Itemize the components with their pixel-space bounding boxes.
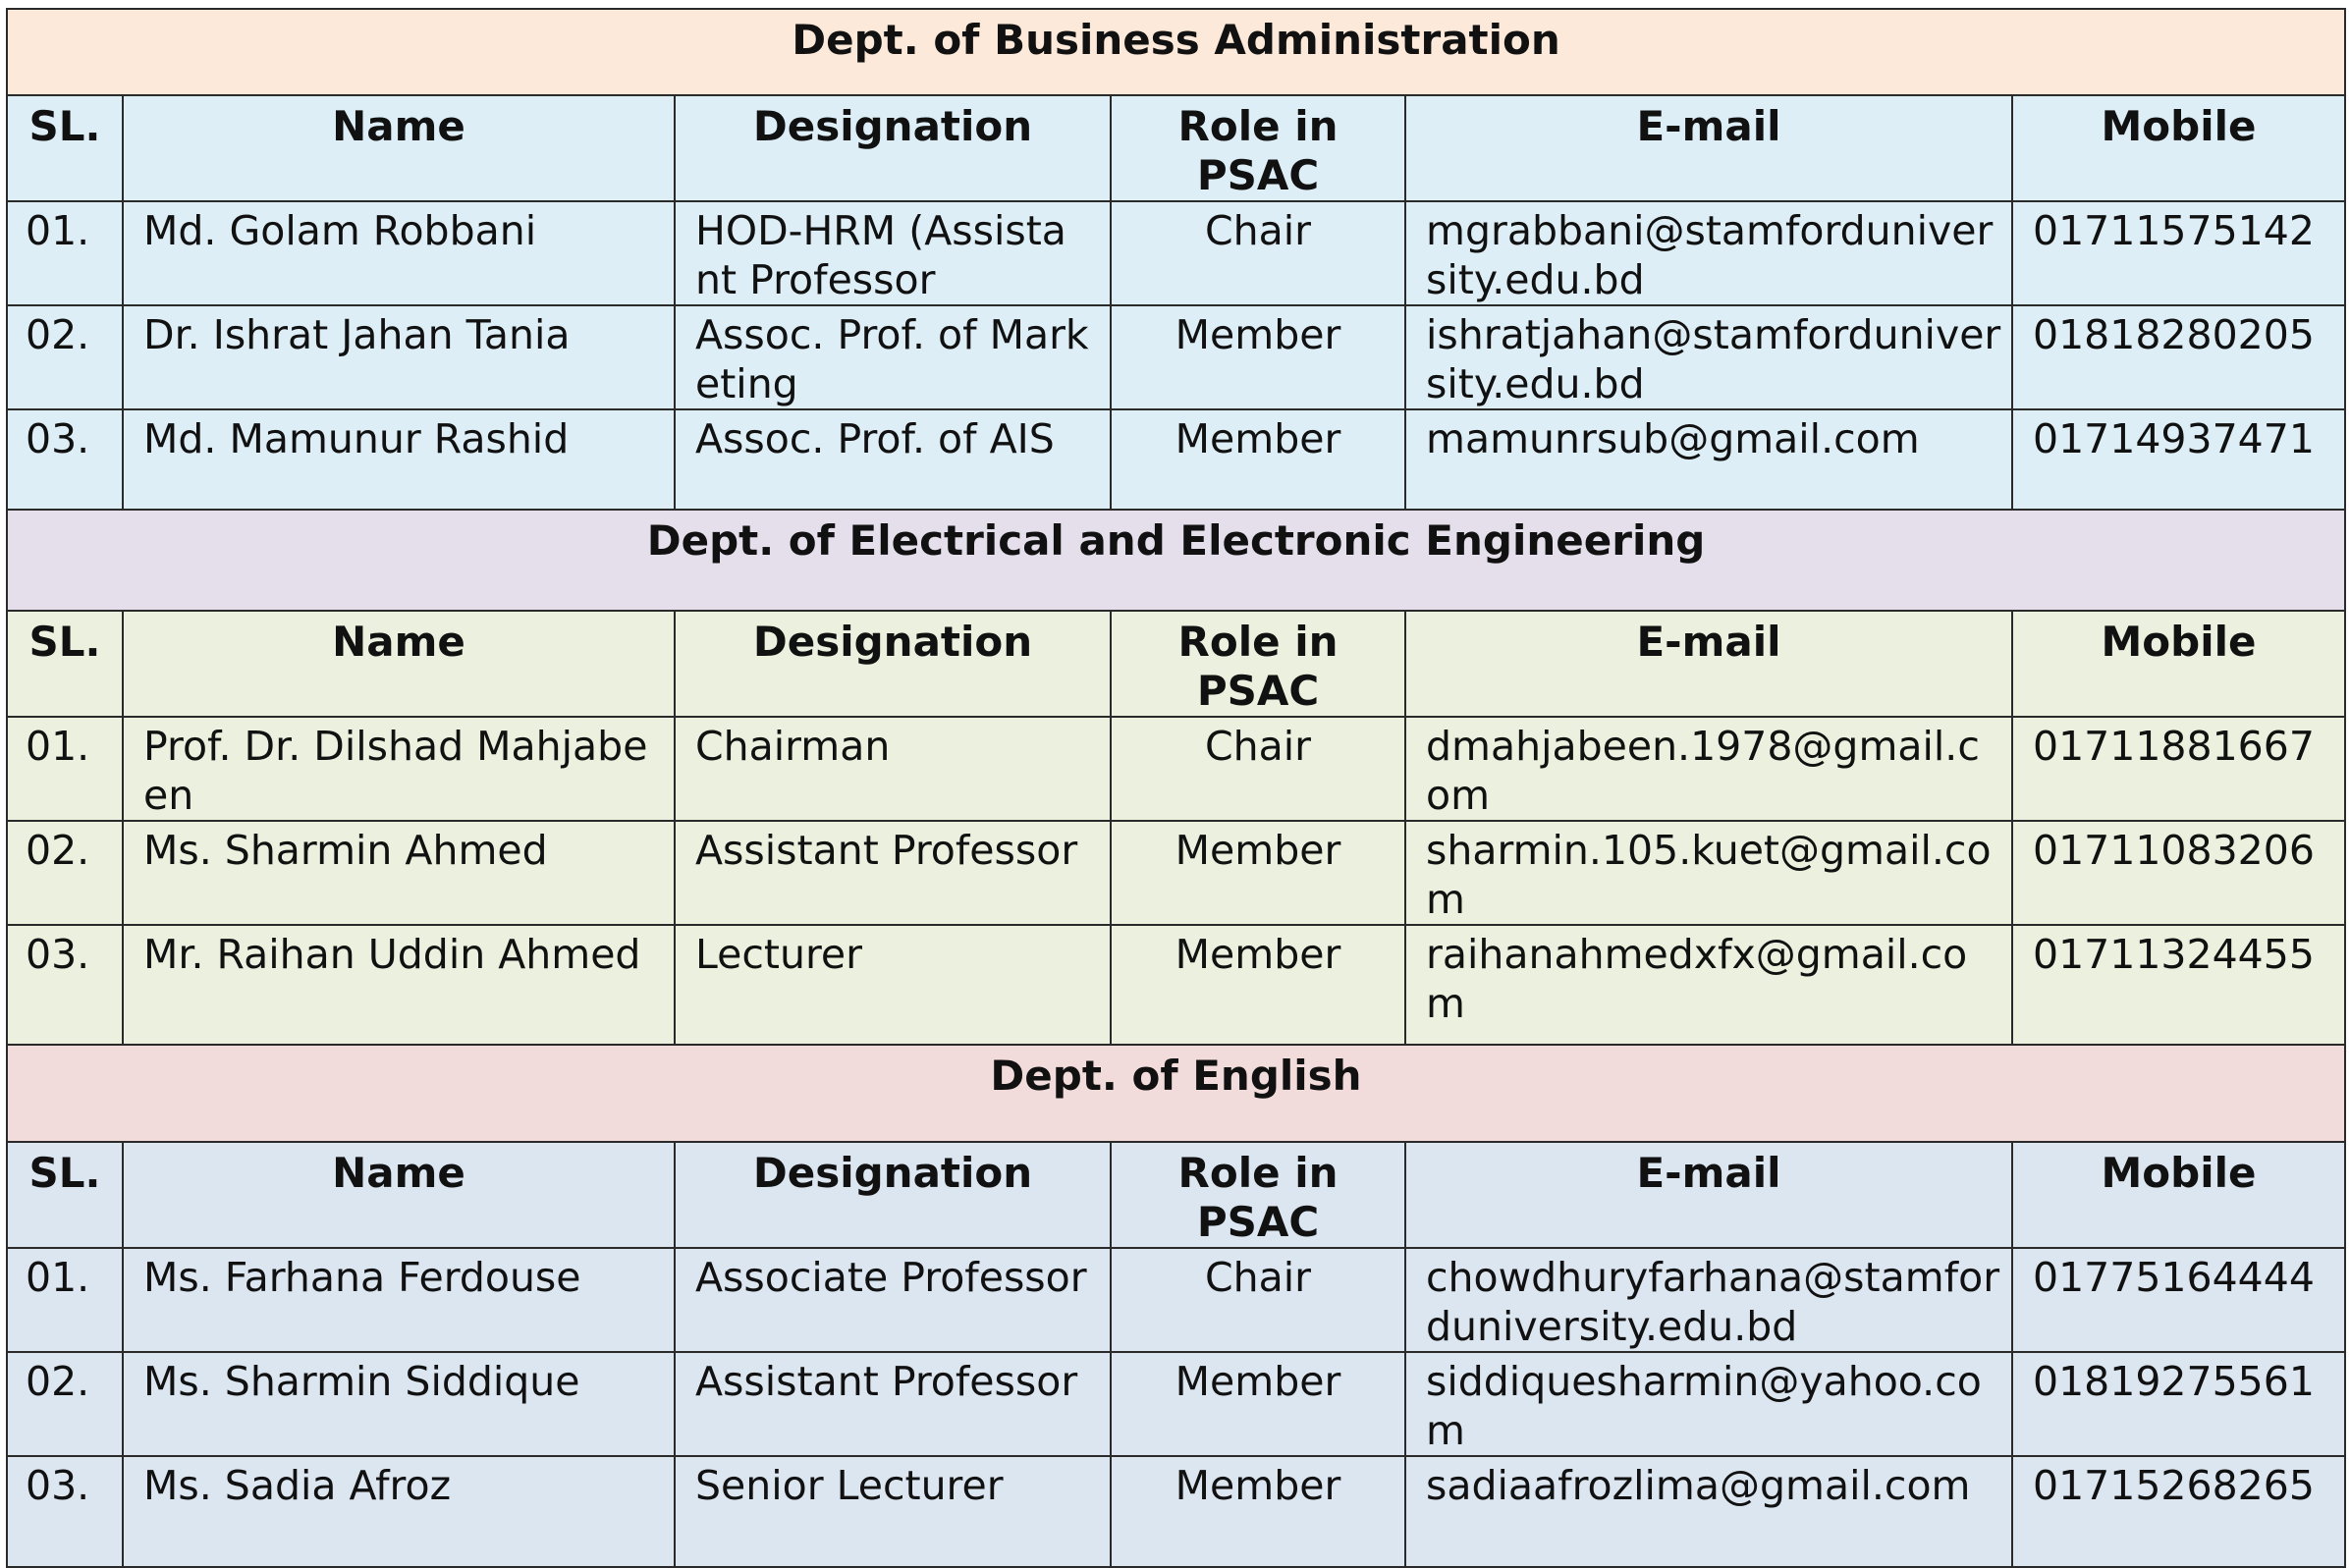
cell-email: ishratjahan@stamforduniversity.edu.bd	[1405, 305, 2012, 409]
cell-email: sharmin.105.kuet@gmail.com	[1405, 821, 2012, 925]
cell-sl: 01.	[7, 717, 123, 821]
dept-section-english	[7, 1045, 2345, 1567]
cell-mobile: 01715268265	[2012, 1456, 2345, 1567]
table-row	[7, 925, 2345, 1045]
header-designation: Designation	[675, 95, 1111, 201]
cell-role: Chair	[1111, 717, 1405, 821]
cell-name: Ms. Sharmin Ahmed	[123, 821, 675, 925]
cell-mobile: 01775164444	[2012, 1248, 2345, 1352]
cell-designation: Senior Lecturer	[675, 1456, 1111, 1567]
cell-role: Member	[1111, 305, 1405, 409]
psac-members-sheet	[6, 8, 2344, 1568]
cell-name: Ms. Sadia Afroz	[123, 1456, 675, 1567]
cell-sl: 02.	[7, 305, 123, 409]
header-row	[7, 1142, 2345, 1248]
header-email: E-mail	[1405, 611, 2012, 717]
header-email: E-mail	[1405, 1142, 2012, 1248]
cell-designation: Assoc. Prof. of Marketing	[675, 305, 1111, 409]
cell-name: Ms. Farhana Ferdouse	[123, 1248, 675, 1352]
cell-sl: 02.	[7, 1352, 123, 1456]
dept-title: Dept. of English	[7, 1045, 2345, 1142]
cell-sl: 03.	[7, 925, 123, 1045]
dept-title: Dept. of Business Administration	[7, 9, 2345, 95]
cell-name: Md. Mamunur Rashid	[123, 409, 675, 510]
cell-email: mgrabbani@stamforduniversity.edu.bd	[1405, 201, 2012, 305]
cell-role: Member	[1111, 409, 1405, 510]
header-designation: Designation	[675, 1142, 1111, 1248]
table-row	[7, 717, 2345, 821]
psac-members-table	[6, 8, 2346, 1568]
cell-mobile: 01711083206	[2012, 821, 2345, 925]
cell-designation: Associate Professor	[675, 1248, 1111, 1352]
dept-title-row	[7, 1045, 2345, 1142]
table-row	[7, 821, 2345, 925]
dept-title-row	[7, 510, 2345, 611]
table-row	[7, 1352, 2345, 1456]
cell-role: Chair	[1111, 201, 1405, 305]
cell-email: siddiquesharmin@yahoo.com	[1405, 1352, 2012, 1456]
header-name: Name	[123, 1142, 675, 1248]
header-mobile: Mobile	[2012, 1142, 2345, 1248]
header-sl: SL.	[7, 1142, 123, 1248]
cell-mobile: 01711324455	[2012, 925, 2345, 1045]
header-name: Name	[123, 611, 675, 717]
cell-designation: Assistant Professor	[675, 1352, 1111, 1456]
header-row	[7, 95, 2345, 201]
cell-role: Member	[1111, 925, 1405, 1045]
cell-mobile: 01819275561	[2012, 1352, 2345, 1456]
cell-name: Prof. Dr. Dilshad Mahjabeen	[123, 717, 675, 821]
cell-mobile: 01714937471	[2012, 409, 2345, 510]
header-email: E-mail	[1405, 95, 2012, 201]
cell-role: Member	[1111, 821, 1405, 925]
cell-email: sadiaafrozlima@gmail.com	[1405, 1456, 2012, 1567]
table-row	[7, 1248, 2345, 1352]
cell-sl: 03.	[7, 1456, 123, 1567]
header-sl: SL.	[7, 95, 123, 201]
header-name: Name	[123, 95, 675, 201]
cell-sl: 02.	[7, 821, 123, 925]
dept-section-eee	[7, 510, 2345, 1045]
dept-title-row	[7, 9, 2345, 95]
cell-email: chowdhuryfarhana@stamforduniversity.edu.bd	[1405, 1248, 2012, 1352]
table-row	[7, 201, 2345, 305]
header-mobile: Mobile	[2012, 611, 2345, 717]
cell-mobile: 01711881667	[2012, 717, 2345, 821]
table-row	[7, 409, 2345, 510]
cell-sl: 01.	[7, 201, 123, 305]
cell-email: mamunrsub@gmail.com	[1405, 409, 2012, 510]
cell-sl: 03.	[7, 409, 123, 510]
cell-name: Ms. Sharmin Siddique	[123, 1352, 675, 1456]
cell-designation: Assistant Professor	[675, 821, 1111, 925]
header-mobile: Mobile	[2012, 95, 2345, 201]
header-role: Role in PSAC	[1111, 1142, 1405, 1248]
cell-designation: Lecturer	[675, 925, 1111, 1045]
dept-section-business-administration	[7, 9, 2345, 510]
table-row	[7, 305, 2345, 409]
cell-sl: 01.	[7, 1248, 123, 1352]
cell-email: dmahjabeen.1978@gmail.com	[1405, 717, 2012, 821]
cell-role: Chair	[1111, 1248, 1405, 1352]
header-row	[7, 611, 2345, 717]
header-role: Role in PSAC	[1111, 95, 1405, 201]
cell-designation: Assoc. Prof. of AIS	[675, 409, 1111, 510]
header-sl: SL.	[7, 611, 123, 717]
table-row	[7, 1456, 2345, 1567]
cell-role: Member	[1111, 1352, 1405, 1456]
cell-name: Md. Golam Robbani	[123, 201, 675, 305]
cell-designation: Chairman	[675, 717, 1111, 821]
header-designation: Designation	[675, 611, 1111, 717]
cell-role: Member	[1111, 1456, 1405, 1567]
cell-mobile: 01711575142	[2012, 201, 2345, 305]
cell-name: Mr. Raihan Uddin Ahmed	[123, 925, 675, 1045]
dept-title: Dept. of Electrical and Electronic Engineering	[7, 510, 2345, 611]
cell-mobile: 01818280205	[2012, 305, 2345, 409]
header-role: Role in PSAC	[1111, 611, 1405, 717]
cell-email: raihanahmedxfx@gmail.com	[1405, 925, 2012, 1045]
cell-name: Dr. Ishrat Jahan Tania	[123, 305, 675, 409]
cell-designation: HOD-HRM (Assistant Professor	[675, 201, 1111, 305]
